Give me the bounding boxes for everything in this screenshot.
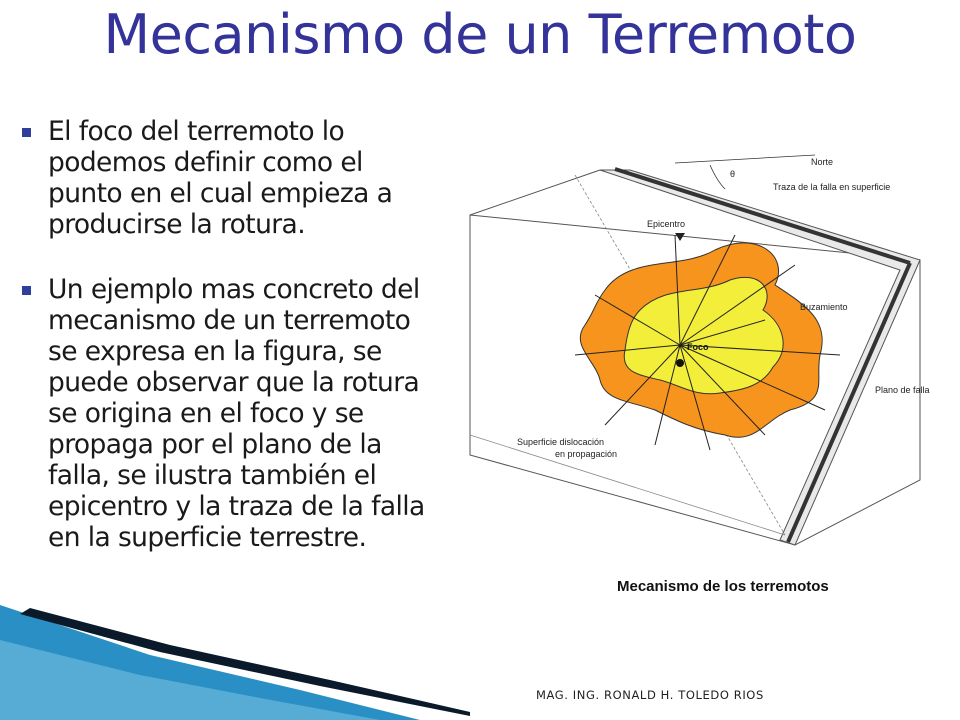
square-bullet-icon [22, 286, 31, 295]
bullet-list [10, 116, 440, 587]
focus-point [676, 359, 684, 367]
slide-title: Mecanismo de un Terremoto [103, 3, 857, 66]
footer-author: MAG. ING. RONALD H. TOLEDO RIOS [536, 688, 764, 702]
label-superficie-2: en propagación [555, 449, 618, 459]
bullet-text: El foco del terremoto lo podemos definir como el punto en el cual empieza a producirse la rotura. [48, 116, 393, 240]
north-line [675, 155, 815, 163]
earthquake-mechanism-figure [455, 145, 940, 610]
angle-arc [710, 165, 725, 189]
label-foco: Foco [687, 342, 709, 352]
label-epicentro: Epicentro [647, 219, 686, 229]
bullet-text: Un ejemplo mas concreto del mecanismo de un terremoto se expresa en la figura, se puede observar que la rotura se origina en el foco y se propaga por el plano de la falla, se ilustra también el epicentro y la traza de la falla en la superficie terrestre. [48, 274, 425, 553]
square-bullet-icon [22, 128, 31, 137]
epicenter-marker-icon [675, 233, 685, 241]
label-traza: Traza de la falla en superficie [773, 182, 891, 192]
block-edge [470, 170, 600, 215]
bullet-item [10, 116, 440, 240]
box-inner-line [470, 435, 785, 535]
label-norte: Norte [811, 157, 834, 167]
fault-block-diagram [455, 145, 940, 610]
figure-caption: Mecanismo de los terremotos [617, 578, 829, 595]
label-buzamiento: Buzamiento [800, 302, 848, 312]
label-plano: Plano de falla [875, 385, 930, 395]
decorative-wave [0, 600, 520, 720]
label-theta: θ [730, 169, 736, 179]
bullet-item [10, 274, 440, 553]
label-superficie-1: Superficie dislocación [517, 437, 605, 447]
